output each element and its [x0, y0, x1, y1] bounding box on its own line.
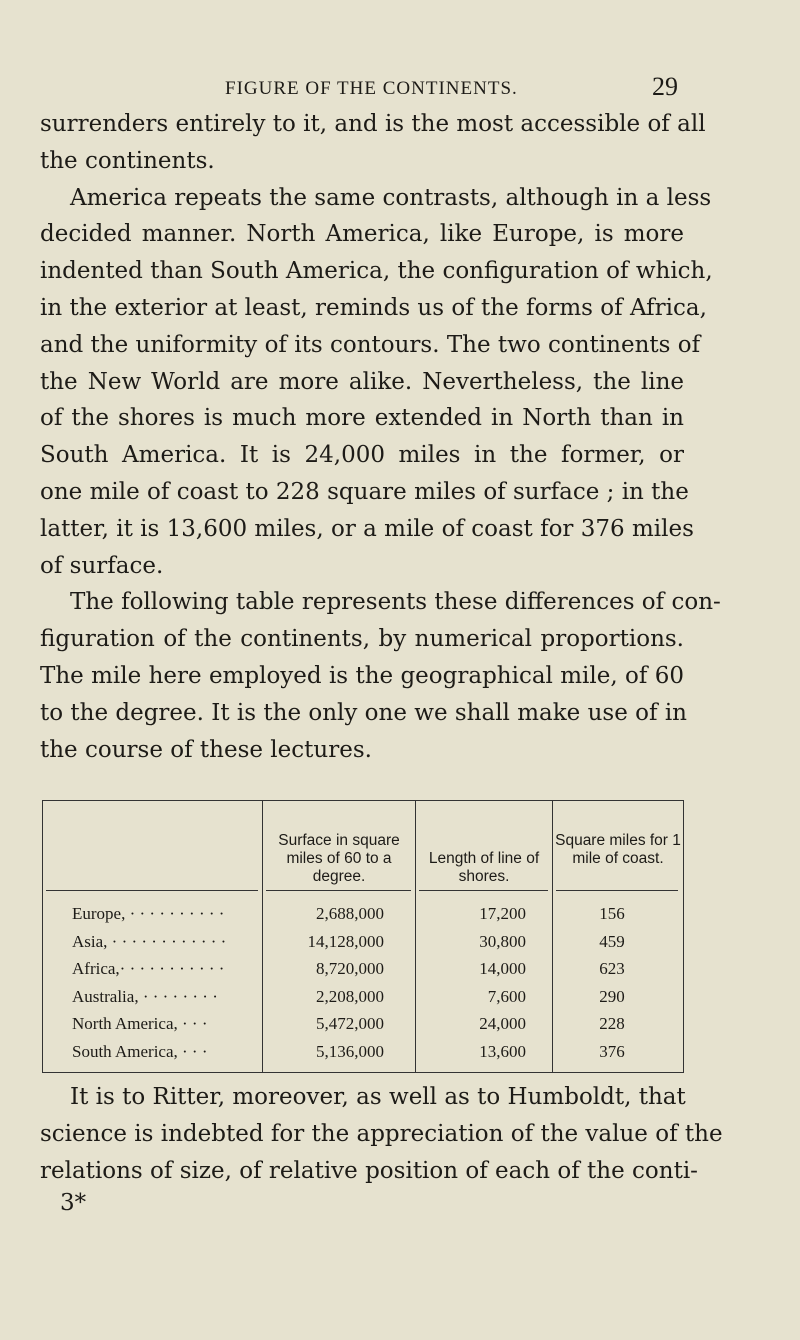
shores-value: 7,600 [487, 986, 526, 1006]
ratio-value: 228 [599, 1014, 625, 1034]
continent-name: North America, · · · [72, 1014, 208, 1034]
text-line: of the shores is much more extended in North than in [40, 405, 684, 432]
table-rule [266, 890, 411, 891]
text-line: of surface. [40, 552, 164, 579]
shores-value: 17,200 [479, 904, 526, 923]
text-line: latter, it is 13,600 miles, or a mile of coast for 376 miles [40, 515, 694, 542]
table-rule [419, 890, 548, 891]
shores-value: 24,000 [479, 1014, 526, 1034]
paragraph-after-table [40, 1079, 723, 1189]
text-line: surrenders entirely to it, and is the most accessible of all [40, 111, 706, 137]
text-line: indented than South America, the configuration of which, [40, 258, 713, 285]
continent-name: South America, · · · [72, 1042, 208, 1061]
signature-mark: 3* [60, 1190, 87, 1216]
continent-name: Africa,· · · · · · · · · · · [72, 959, 225, 979]
ratio-value: 459 [599, 931, 625, 951]
table-rule [556, 890, 678, 891]
shores-value: 14,000 [479, 959, 526, 979]
text-line: figuration of the continents, by numerical proportions. [40, 626, 684, 653]
table-row [42, 932, 684, 959]
table-row [42, 959, 684, 986]
continent-name: Australia, · · · · · · · · [72, 986, 218, 1006]
surface-value: 2,688,000 [316, 904, 384, 923]
text-line: in the exterior at least, reminds us of the forms of Africa, [40, 294, 707, 321]
text-line: to the degree. It is the only one we shall make use of in [40, 699, 687, 726]
text-line: relations of size, of relative position of each of the conti- [40, 1157, 698, 1184]
ratio-value: 376 [599, 1042, 625, 1061]
table-bottom-rule [42, 1072, 684, 1073]
surface-value: 8,720,000 [316, 959, 384, 979]
table-row [42, 904, 684, 931]
text-line: decided manner. North America, like Europe, is more [40, 221, 684, 248]
ratio-value: 623 [599, 959, 625, 979]
text-line: It is to Ritter, moreover, as well as to Humboldt, that [70, 1084, 686, 1110]
surface-value: 5,472,000 [316, 1014, 384, 1034]
surface-value: 2,208,000 [316, 986, 384, 1006]
text-line: and the uniformity of its contours. The two continents of [40, 331, 701, 358]
table-row [42, 1014, 684, 1041]
ratio-value: 156 [599, 904, 625, 923]
text-line: The mile here employed is the geographical mile, of 60 [40, 662, 684, 689]
table-row [42, 1042, 684, 1069]
shores-value: 30,800 [479, 931, 526, 951]
continent-name: Europe, · · · · · · · · · · [72, 904, 225, 923]
header-ratio: Square miles for 1 mile of coast. [555, 832, 681, 867]
text-line: America repeats the same contrasts, although in a less [70, 184, 712, 211]
text-line: The following table represents these differences of con- [70, 589, 721, 616]
paragraphs-before-table [40, 106, 721, 768]
surface-value: 14,128,000 [307, 931, 384, 951]
surface-value: 5,136,000 [316, 1042, 384, 1061]
text-line: the continents. [40, 147, 215, 174]
table-top-rule [42, 800, 684, 801]
table-rule [46, 890, 258, 891]
page-number: 29 [652, 72, 678, 101]
running-title: FIGURE OF THE CONTINENTS. [225, 78, 518, 99]
table-row [42, 987, 684, 1014]
text-line: the course of these lectures. [40, 736, 372, 763]
shores-value: 13,600 [479, 1042, 526, 1061]
text-line: one mile of coast to 228 square miles of surface ; in the [40, 478, 689, 505]
text-line: South America. It is 24,000 miles in the former, or [40, 442, 684, 469]
ratio-value: 290 [599, 986, 625, 1006]
text-line: science is indebted for the appreciation of the value of the [40, 1120, 723, 1147]
text-line: the New World are more alike. Nevertheless, the line [40, 368, 684, 395]
header-shores: Length of line of shores. [428, 850, 540, 885]
header-surface: Surface in square miles of 60 to a degree. [278, 832, 400, 885]
continent-name: Asia, · · · · · · · · · · · · [72, 931, 227, 951]
